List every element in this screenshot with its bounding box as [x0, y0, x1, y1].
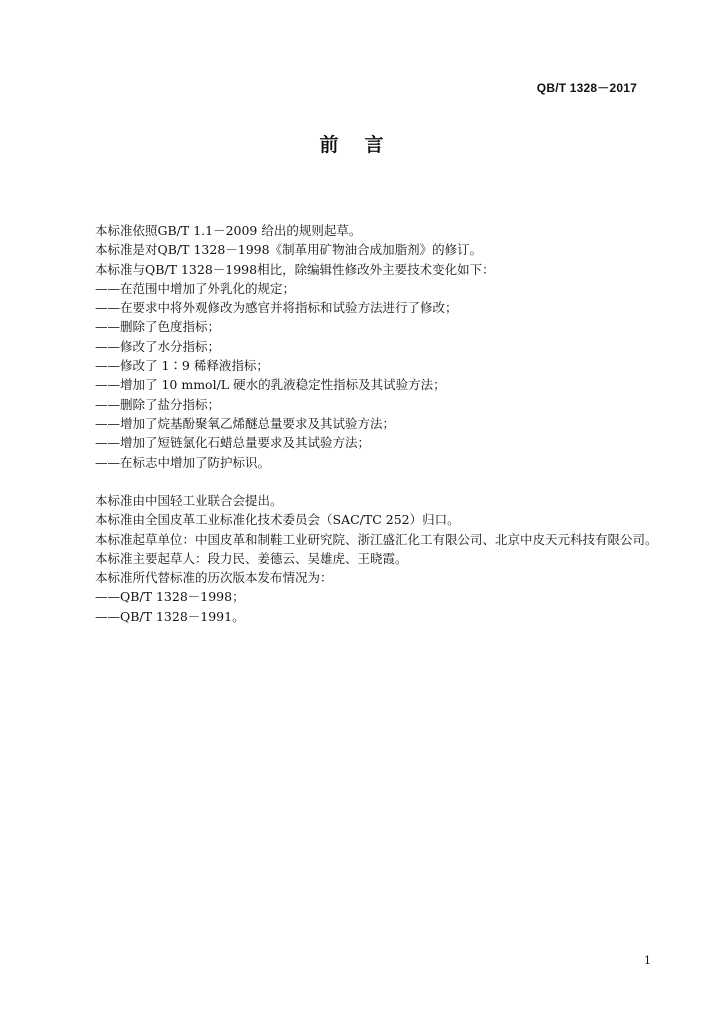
list-item: ——修改了 1∶9 稀释液指标；	[95, 358, 269, 374]
drafters: 本标准主要起草人：段力民、姜德云、吴雄虎、王晓霞。	[95, 550, 408, 566]
history-item: ——QB/T 1328－1991。	[95, 608, 245, 624]
list-item: ——增加了短链氯化石蜡总量要求及其试验方法；	[95, 435, 371, 451]
page-number: 1	[644, 954, 651, 967]
centralized-by: 本标准由全国皮革工业标准化技术委员会（SAC/TC 252）归口。	[95, 512, 460, 528]
list-item: ——在范围中增加了外乳化的规定；	[95, 280, 296, 296]
drafting-info-section	[73, 491, 663, 626]
list-item: ——增加了 10 mmol/L 硬水的乳液稳定性指标及其试验方法；	[95, 377, 446, 393]
standard-code: QB/T 1328－2017	[536, 81, 637, 95]
list-item: ——增加了烷基酚聚氧乙烯醚总量要求及其试验方法；	[95, 415, 396, 431]
paragraph: 本标准依照GB/T 1.1－2009 给出的规则起草。	[95, 223, 362, 238]
technical-changes-section	[73, 221, 663, 472]
list-item: ——删除了盐分指标；	[95, 396, 221, 412]
list-item: ——删除了色度指标；	[95, 319, 221, 335]
page-title: 前言	[319, 134, 410, 156]
paragraph: 本标准与QB/T 1328－1998相比，除编辑性修改外主要技术变化如下：	[95, 261, 495, 277]
list-item: ——在标志中增加了防护标识。	[95, 454, 271, 470]
history-item: ——QB/T 1328－1998；	[95, 589, 245, 605]
list-item: ——修改了水分指标；	[95, 338, 221, 354]
drafting-units: 本标准起草单位：中国皮革和制鞋工业研究院、浙江盛汇化工有限公司、北京中皮天元科技有限公司。	[95, 531, 658, 547]
paragraph: 本标准是对QB/T 1328－1998《制革用矿物油合成加脂剂》的修订。	[95, 242, 483, 258]
list-item: ——在要求中将外观修改为感官并将指标和试验方法进行了修改；	[95, 300, 458, 316]
proposed-by: 本标准由中国轻工业联合会提出。	[95, 493, 283, 508]
history-intro: 本标准所代替标准的历次版本发布情况为：	[95, 570, 333, 586]
